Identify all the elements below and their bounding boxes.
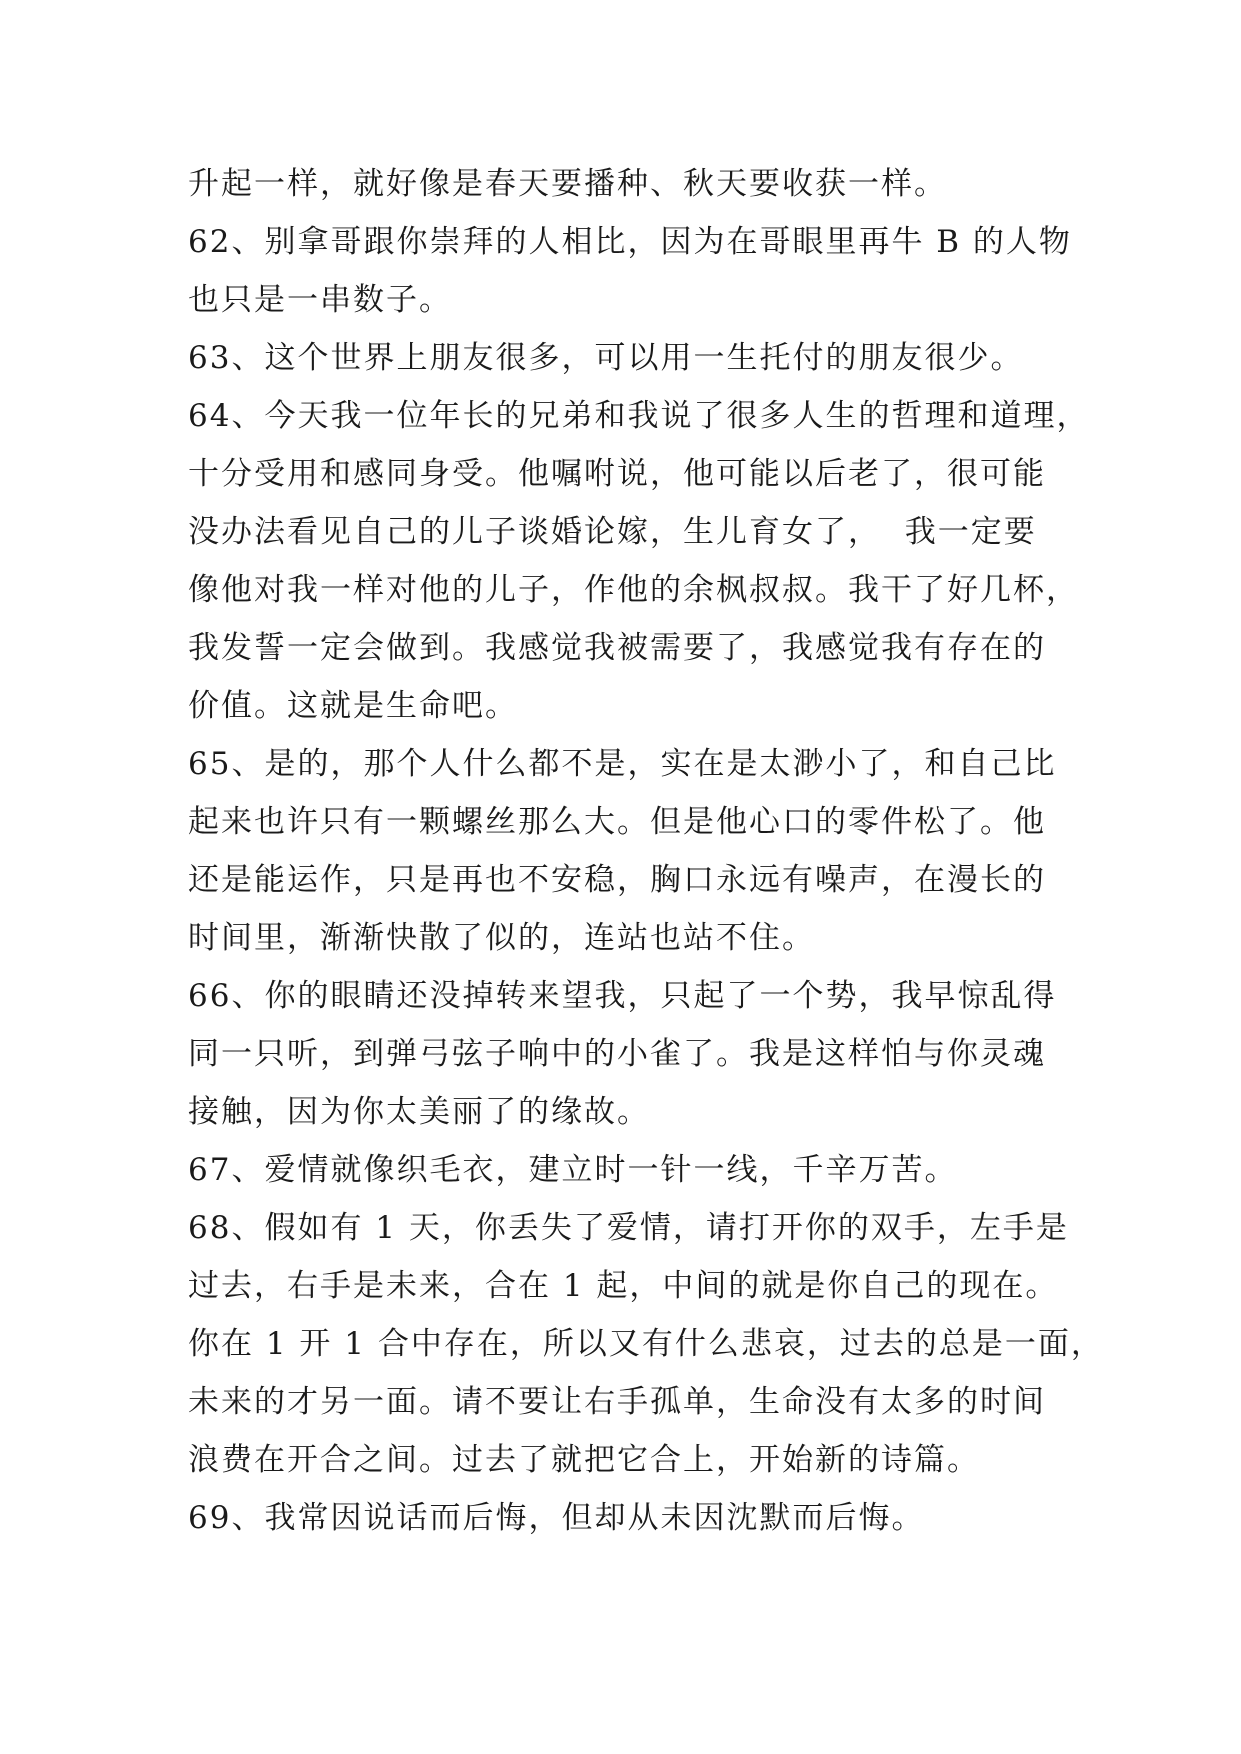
text-line: 升起一样，就好像是春天要播种、秋天要收获一样。 xyxy=(188,166,947,202)
text-line: 69、我常因说话而后悔，但却从未因沈默而后悔。 xyxy=(188,1500,925,1536)
text-line: 我发誓一定会做到。我感觉我被需要了，我感觉我有存在的 xyxy=(188,630,1046,666)
text-line: 浪费在开合之间。过去了就把它合上，开始新的诗篇。 xyxy=(188,1442,980,1478)
text-line: 时间里，渐渐快散了似的，连站也站不住。 xyxy=(188,920,815,956)
text-line: 64、今天我一位年长的兄弟和我说了很多人生的哲理和道理， xyxy=(188,398,1090,434)
text-line: 十分受用和感同身受。他嘱咐说，他可能以后老了，很可能 xyxy=(188,456,1046,492)
text-line: 没办法看见自己的儿子谈婚论嫁，生儿育女了， 我一定要 xyxy=(188,514,1037,550)
text-line: 价值。这就是生命吧。 xyxy=(188,688,518,724)
text-line: 还是能运作，只是再也不安稳，胸口永远有噪声，在漫长的 xyxy=(188,862,1046,898)
text-line: 过去，右手是未来，合在 1 起，中间的就是你自己的现在。 xyxy=(188,1268,1059,1304)
text-line: 62、别拿哥跟你崇拜的人相比，因为在哥眼里再牛 B 的人物 xyxy=(188,224,1072,260)
text-line: 67、爱情就像织毛衣，建立时一针一线，千辛万苦。 xyxy=(188,1152,958,1188)
text-line: 起来也许只有一颗螺丝那么大。但是他心口的零件松了。他 xyxy=(188,804,1046,840)
text-line: 接触，因为你太美丽了的缘故。 xyxy=(188,1094,650,1130)
text-line: 未来的才另一面。请不要让右手孤单，生命没有太多的时间 xyxy=(188,1384,1046,1420)
text-line: 像他对我一样对他的儿子，作他的余枫叔叔。我干了好几杯， xyxy=(188,572,1079,608)
text-line: 63、这个世界上朋友很多，可以用一生托付的朋友很少。 xyxy=(188,340,1024,376)
document-body xyxy=(188,155,1104,1547)
text-line: 68、假如有 1 天，你丢失了爱情，请打开你的双手，左手是 xyxy=(188,1210,1069,1246)
text-line: 65、是的，那个人什么都不是，实在是太渺小了，和自己比 xyxy=(188,746,1057,782)
text-line: 也只是一串数子。 xyxy=(188,282,452,318)
text-line: 你在 1 开 1 合中存在，所以又有什么悲哀，过去的总是一面， xyxy=(188,1326,1104,1362)
text-line: 同一只听，到弹弓弦子响中的小雀了。我是这样怕与你灵魂 xyxy=(188,1036,1046,1072)
text-line: 66、你的眼睛还没掉转来望我，只起了一个势，我早惊乱得 xyxy=(188,978,1057,1014)
